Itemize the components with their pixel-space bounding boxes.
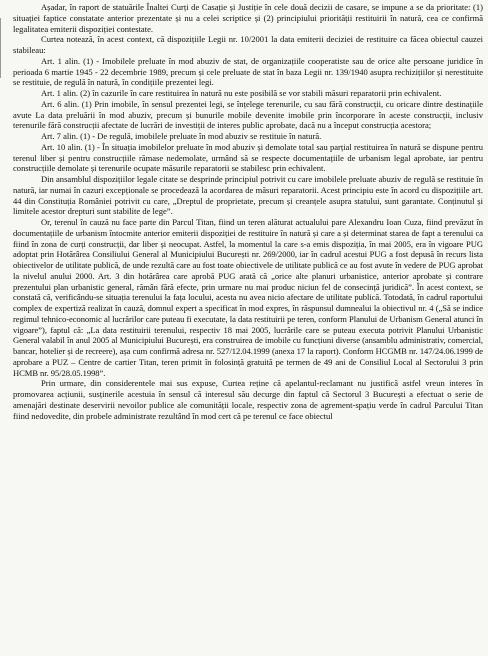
- paragraph: Din ansamblul dispozițiilor legale citate se desprinde principiul potrivit cu care imobilele preluate abuziv de regulă se restituie în natură, iar numai în cazuri excepționale se procedează la acordarea de măsuri reparatorii. Acest principiu este în acord cu dispozițiile art. 44 din Constituția României potrivit cu care, „Dreptul de proprietate, precum și creanțele asupra statului, sunt garantate. Conținutul și limitele acestor drepturi sunt stabilite de lege”.: [13, 174, 483, 217]
- margin-mark: [0, 18, 5, 78]
- paragraph: Curtea notează, în acest context, că dispozițiile Legii nr. 10/2001 la data emiterii deciziei de restituire ca făcea obiectul cauzei stabileau:: [13, 34, 483, 55]
- paragraph: Art. 10 alin. (1) - În situația imobilelor preluate în mod abuziv și demolate total sau parțial restituirea în natură se dispune pentru terenul liber și pentru construcțiile rămase nedemolate, urmând să se respecte documentațiile de urbanism legal aprobate, iar pentru construcțiile demolate și terenurile ocupate măsurile reparatorii se stabilesc prin echivalent.: [13, 141, 483, 174]
- document-page: [13, 2, 483, 421]
- paragraph: Or, terenul în cauză nu face parte din Parcul Titan, fiind un teren alăturat actualului pare Alexandru Ioan Cuza, fiind prevăzut în documentațiile de urbanism întocmite anterior emiterii dispoziției de restituire în natură și care a și determinat starea de fapt a terenului ca fiind în zona de curți construcții, dar liber și neocupat. Astfel, la momentul la care s-a emis dispoziția, în mai 2005, era în vigoare PUG adoptat prin Hotărârea Consiliului General al Municipiului București nr. 269/2000, iar în cadrul acestui PUG a fost depusă în recurs lista obiectivelor de utilitate publică, de unde rezultă care au fost toate obiectivele de utilitate publică ce au fost avute în vedere de PUG aprobat la nivelul anului 2000. Art. 3 din hotărârea care aprobă PUG arată că „orice alte planuri urbanistice, anterior aprobate și contrare prezentului plan urbanistic general, rămân fără efecte, prin urmare nu mai produc niciun fel de consecință juridică”. În acest context, se constată că, verificându-se situația terenului la fața locului, acesta nu avea nicio afectare de utilitate publică. Totodată, în cadrul raportului complex de expertiză realizat în cauză, domnul expert a specificat în mod expres, în răspunsul dumnealui la obiectivul nr. 4 („Să se indice regimul tehnico-economic al lucrărilor care puteau fi executate, la data restituirii pe teren, conform Planului de Urbanism General atunci în vigoare”), faptul că: „La data restituirii terenului, respectiv 18 mai 2005, lucrările care se puteau executa potrivit Planului Urbanistic General valabil în anul 2005 al Municipiului București, era construirea de imobile cu funcțiuni diverse (ansamblu administrativ, comercial, bancar, hotelier și de recreere), așa cum confirmă adresa nr. 527/12.04.1999 (anexa 17 la raport). Conform HCGMB nr. 147/24.06.1999 de aprobare a PUZ – Centre de cartier Titan, teren primit în folosință gratuită pe termen de 49 ani de Consiliul Local al Sectorului 3 prin HCMB nr. 95/28.05.1998”.: [13, 217, 483, 378]
- paragraph: Așadar, în raport de statuările Înaltei Curți de Casație și Justiție în cele două decizii de casare, se impune a se da prioritate: (1) situației faptice constatate anterior prezentate și nu a celei scriptice și (2) principiului priorității restituirii în natură, cea ce confirmă legalitatea emiterii dispoziției contestate.: [13, 2, 483, 34]
- paragraph: Art. 1 alin. (1) - Imobilele preluate în mod abuziv de stat, de organizațiile cooperatiste sau de orice alte persoane juridice în perioada 6 martie 1945 - 22 decembrie 1989, precum și cele preluate de stat în baza Legii nr. 139/1940 asupra rechizițiilor și nerestituite se restituie, de regulă în natură, în condițiile prezentei legi.: [13, 55, 483, 88]
- paragraph: Art. 6 alin. (1) Prin imobile, în sensul prezentei legi, se înțelege terenurile, cu sau fără construcții, cu oricare dintre destinațiile avute La data preluării în mod abuziv, precum și bunurile mobile devenite imobile prin încorporare în aceste construcții, inclusiv terenurile fără construcții afectate de lucrări de investiții de interes public aprobate, dacă nu a început construcția acestora;: [13, 98, 483, 131]
- paragraph: Art. 1 alin. (2) în cazurile în care restituirea în natură nu este posibilă se vor stabili măsuri reparatorii prin echivalent.: [41, 88, 442, 98]
- paragraph: Art. 7 alin. (1) - De regulă, imobilele preluate în mod abuziv se restituie în natură.: [41, 131, 322, 141]
- paragraph: Prin urmare, din considerentele mai sus expuse, Curtea reține că apelantul-reclamant nu justifică astfel vreun interes în promovarea acțiunii, susținerile acestuia în sensul că interesul său decurge din faptul că Sectorul 3 București a efectuat o serie de amenajări destinate deservirii nevoilor publice ale comunității locale, respectiv zona de agrement-spațiu verde în cadrul Parcului Titan fiind nedovedite, din probele administrate rezultând în mod cert că pe terenul ce face obiectul: [13, 378, 483, 421]
